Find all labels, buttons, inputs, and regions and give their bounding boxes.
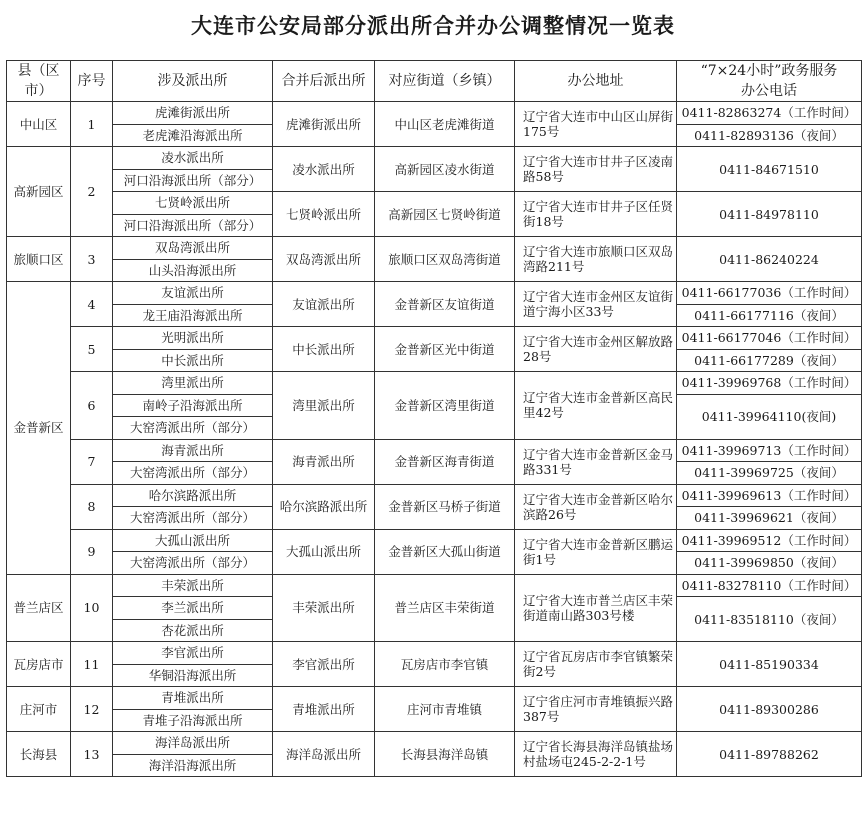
header-phone [677, 61, 862, 102]
page-title: 大连市公安局部分派出所合并办公调整情况一览表 [191, 13, 675, 38]
merged-cell: 双岛湾派出所 [273, 237, 375, 282]
phone-cell: 0411-82893136（夜间） [677, 124, 862, 147]
station-cell: 大窑湾派出所（部分） [113, 462, 273, 485]
phone-cell: 0411-39969621（夜间） [677, 507, 862, 530]
street-cell: 金普新区湾里街道 [375, 372, 515, 440]
address-cell: 辽宁省大连市中山区山屏街175号 [515, 102, 677, 147]
phone-cell: 0411-66177036（工作时间） [677, 282, 862, 305]
station-cell: 海青派出所 [113, 439, 273, 462]
address-cell: 辽宁省大连市金州区友谊街道宁海小区33号 [515, 282, 677, 327]
station-cell: 中长派出所 [113, 349, 273, 372]
station-cell: 河口沿海派出所（部分） [113, 214, 273, 237]
address-cell: 辽宁省大连市普兰店区丰荣街道南山路303号楼 [515, 574, 677, 642]
seq-cell: 9 [71, 529, 113, 574]
phone-cell: 0411-39969850（夜间） [677, 552, 862, 575]
county-cell: 庄河市 [7, 687, 71, 732]
header-merged: 合并后派出所 [273, 61, 375, 102]
seq-cell: 10 [71, 574, 113, 642]
seq-cell: 3 [71, 237, 113, 282]
merged-cell: 丰荣派出所 [273, 574, 375, 642]
table-row [7, 687, 862, 710]
merged-cell: 大孤山派出所 [273, 529, 375, 574]
header-phone-line2: 办公电话 [741, 83, 797, 99]
phone-cell: 0411-66177289（夜间） [677, 349, 862, 372]
address-cell: 辽宁省大连市金普新区鹏运街1号 [515, 529, 677, 574]
seq-cell: 4 [71, 282, 113, 327]
street-cell: 金普新区马桥子街道 [375, 484, 515, 529]
seq-cell: 2 [71, 147, 113, 237]
seq-cell: 5 [71, 327, 113, 372]
phone-cell: 0411-66177046（工作时间） [677, 327, 862, 350]
table-row [7, 102, 862, 125]
phone-cell: 0411-39969713（工作时间） [677, 439, 862, 462]
station-cell: 双岛湾派出所 [113, 237, 273, 260]
county-cell: 高新园区 [7, 147, 71, 237]
station-cell: 杏花派出所 [113, 619, 273, 642]
phone-cell: 0411-66177116（夜间） [677, 304, 862, 327]
station-cell: 湾里派出所 [113, 372, 273, 395]
phone-cell: 0411-39969512（工作时间） [677, 529, 862, 552]
table-row [7, 439, 862, 462]
address-cell: 辽宁省大连市金普新区金马路331号 [515, 439, 677, 484]
station-cell: 凌水派出所 [113, 147, 273, 170]
street-cell: 金普新区光中街道 [375, 327, 515, 372]
address-cell: 辽宁省庄河市青堆镇振兴路387号 [515, 687, 677, 732]
address-cell: 辽宁省瓦房店市李官镇繁荣街2号 [515, 642, 677, 687]
phone-cell: 0411-83278110（工作时间） [677, 574, 862, 597]
merged-cell: 虎滩街派出所 [273, 102, 375, 147]
phone-cell: 0411-89300286 [677, 687, 862, 732]
seq-cell: 8 [71, 484, 113, 529]
header-address: 办公地址 [515, 61, 677, 102]
street-cell: 金普新区海青街道 [375, 439, 515, 484]
table-row [7, 147, 862, 170]
address-cell: 辽宁省大连市甘井子区凌南路58号 [515, 147, 677, 192]
address-cell: 辽宁省大连市金普新区哈尔滨路26号 [515, 484, 677, 529]
phone-cell: 0411-39969613（工作时间） [677, 484, 862, 507]
street-cell: 中山区老虎滩街道 [375, 102, 515, 147]
station-cell: 海洋岛派出所 [113, 732, 273, 755]
phone-cell: 0411-85190334 [677, 642, 862, 687]
station-cell: 丰荣派出所 [113, 574, 273, 597]
table-row [7, 372, 862, 395]
merged-cell: 李官派出所 [273, 642, 375, 687]
seq-cell: 7 [71, 439, 113, 484]
address-cell: 辽宁省大连市甘井子区任贤街18号 [515, 192, 677, 237]
station-cell: 山头沿海派出所 [113, 259, 273, 282]
station-cell: 光明派出所 [113, 327, 273, 350]
table-row [7, 732, 862, 755]
county-cell: 中山区 [7, 102, 71, 147]
address-cell: 辽宁省大连市金普新区高民里42号 [515, 372, 677, 440]
table-row [7, 484, 862, 507]
header-county: 县（区市） [7, 61, 71, 102]
county-cell: 旅顺口区 [7, 237, 71, 282]
merged-cell: 凌水派出所 [273, 147, 375, 192]
station-cell: 青堆派出所 [113, 687, 273, 710]
seq-cell: 1 [71, 102, 113, 147]
station-table [6, 60, 862, 777]
street-cell: 长海县海洋岛镇 [375, 732, 515, 777]
header-row [7, 61, 862, 102]
merged-cell: 湾里派出所 [273, 372, 375, 440]
table-row [7, 642, 862, 665]
phone-cell: 0411-82863274（工作时间） [677, 102, 862, 125]
merged-cell: 友谊派出所 [273, 282, 375, 327]
header-street: 对应街道（乡镇） [375, 61, 515, 102]
address-cell: 辽宁省大连市旅顺口区双岛湾路211号 [515, 237, 677, 282]
station-cell: 虎滩街派出所 [113, 102, 273, 125]
phone-cell: 0411-83518110（夜间） [677, 597, 862, 642]
station-cell: 大窑湾派出所（部分） [113, 552, 273, 575]
table-row [7, 282, 862, 305]
station-cell: 河口沿海派出所（部分） [113, 169, 273, 192]
phone-cell: 0411-89788262 [677, 732, 862, 777]
table-row [7, 327, 862, 350]
station-cell: 大窑湾派出所（部分） [113, 417, 273, 440]
merged-cell: 青堆派出所 [273, 687, 375, 732]
merged-cell: 中长派出所 [273, 327, 375, 372]
county-cell: 瓦房店市 [7, 642, 71, 687]
street-cell: 金普新区友谊街道 [375, 282, 515, 327]
merged-cell: 哈尔滨路派出所 [273, 484, 375, 529]
street-cell: 普兰店区丰荣街道 [375, 574, 515, 642]
street-cell: 高新园区七贤岭街道 [375, 192, 515, 237]
header-phone-line1: “7×24小时”政务服务 [700, 63, 838, 79]
station-cell: 哈尔滨路派出所 [113, 484, 273, 507]
station-cell: 海洋沿海派出所 [113, 754, 273, 777]
merged-cell: 海青派出所 [273, 439, 375, 484]
table-row [7, 529, 862, 552]
merged-cell: 海洋岛派出所 [273, 732, 375, 777]
street-cell: 金普新区大孤山街道 [375, 529, 515, 574]
station-cell: 大孤山派出所 [113, 529, 273, 552]
phone-cell: 0411-39964110(夜间) [677, 394, 862, 439]
phone-cell: 0411-39969725（夜间） [677, 462, 862, 485]
phone-cell: 0411-39969768（工作时间） [677, 372, 862, 395]
seq-cell: 11 [71, 642, 113, 687]
seq-cell: 12 [71, 687, 113, 732]
street-cell: 旅顺口区双岛湾街道 [375, 237, 515, 282]
header-stations: 涉及派出所 [113, 61, 273, 102]
phone-cell: 0411-86240224 [677, 237, 862, 282]
county-cell: 金普新区 [7, 282, 71, 575]
station-cell: 华铜沿海派出所 [113, 664, 273, 687]
merged-cell: 七贤岭派出所 [273, 192, 375, 237]
station-cell: 七贤岭派出所 [113, 192, 273, 215]
address-cell: 辽宁省长海县海洋岛镇盐场村盐场屯245-2-2-1号 [515, 732, 677, 777]
station-cell: 大窑湾派出所（部分） [113, 507, 273, 530]
station-cell: 南岭子沿海派出所 [113, 394, 273, 417]
phone-cell: 0411-84978110 [677, 192, 862, 237]
street-cell: 高新园区凌水街道 [375, 147, 515, 192]
address-cell: 辽宁省大连市金州区解放路28号 [515, 327, 677, 372]
street-cell: 瓦房店市李官镇 [375, 642, 515, 687]
station-cell: 老虎滩沿海派出所 [113, 124, 273, 147]
phone-cell: 0411-84671510 [677, 147, 862, 192]
table-row [7, 237, 862, 260]
station-cell: 青堆子沿海派出所 [113, 709, 273, 732]
county-cell: 长海县 [7, 732, 71, 777]
station-cell: 友谊派出所 [113, 282, 273, 305]
street-cell: 庄河市青堆镇 [375, 687, 515, 732]
station-cell: 李兰派出所 [113, 597, 273, 620]
seq-cell: 13 [71, 732, 113, 777]
seq-cell: 6 [71, 372, 113, 440]
header-seq: 序号 [71, 61, 113, 102]
station-cell: 龙王庙沿海派出所 [113, 304, 273, 327]
county-cell: 普兰店区 [7, 574, 71, 642]
table-row [7, 192, 862, 215]
table-row [7, 574, 862, 597]
station-cell: 李官派出所 [113, 642, 273, 665]
